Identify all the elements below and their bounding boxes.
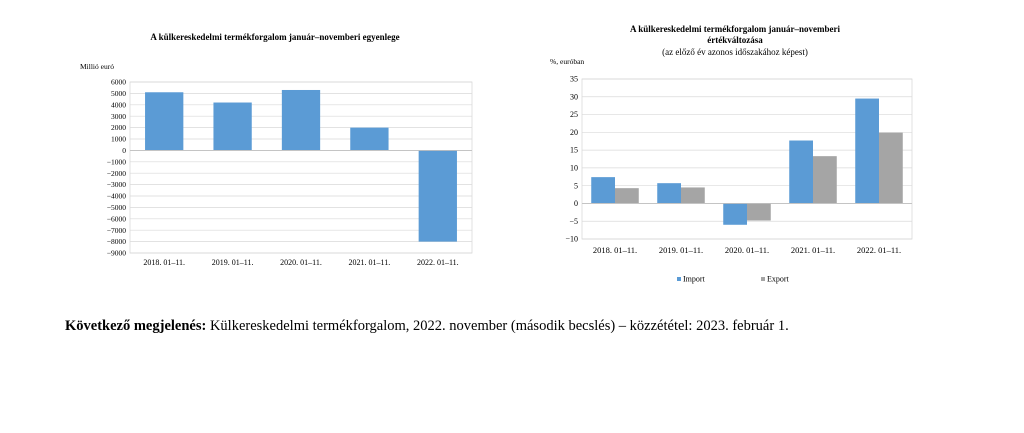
- y-axis-unit: %, euróban: [550, 57, 585, 66]
- bar-value: [282, 90, 320, 150]
- bar-export: [681, 187, 705, 203]
- legend-label-export: Export: [767, 274, 789, 284]
- x-tick-label: 2020. 01–11.: [280, 258, 322, 267]
- balance-chart-plot: [70, 24, 480, 274]
- x-tick-label: 2018. 01–11.: [143, 258, 186, 267]
- y-tick-label: 4000: [111, 100, 126, 110]
- y-tick-label: 0: [574, 199, 578, 209]
- bar-value: [213, 103, 251, 151]
- y-tick-label: −5000: [106, 203, 126, 212]
- value-change-chart: [540, 20, 930, 290]
- bar-import: [657, 183, 681, 203]
- y-tick-label: −2000: [106, 168, 126, 178]
- bar-export: [747, 203, 771, 220]
- chart-title-line-1: A külkereskedelmi termékforgalom január–novemberi: [629, 24, 841, 34]
- y-tick-label: 0: [122, 146, 126, 155]
- x-tick-label: 2019. 01–11.: [658, 245, 704, 255]
- legend-swatch-import: [677, 277, 681, 281]
- bar-export: [813, 156, 837, 203]
- x-tick-label: 2020. 01–11.: [724, 245, 770, 255]
- bar-import: [723, 203, 747, 224]
- y-tick-label: 3000: [111, 111, 126, 121]
- legend-swatch-export: [761, 277, 765, 281]
- y-tick-label: −1000: [106, 157, 126, 167]
- y-tick-label: −10: [565, 234, 578, 244]
- next-release-note: [65, 318, 789, 335]
- x-tick-label: 2021. 01–11.: [790, 245, 836, 255]
- bar-import: [789, 141, 813, 204]
- bar-value: [419, 150, 457, 241]
- y-tick-label: 6000: [111, 77, 126, 87]
- y-tick-label: 25: [570, 110, 578, 120]
- x-tick-label: 2019. 01–11.: [211, 258, 254, 267]
- next-release-label: Következő megjelenés:: [65, 318, 207, 334]
- bar-value: [145, 92, 183, 150]
- y-tick-label: 10: [570, 163, 578, 173]
- bar-export: [879, 133, 903, 204]
- x-tick-label: 2022. 01–11.: [856, 245, 902, 255]
- value-change-chart-plot: [540, 20, 930, 290]
- y-tick-label: −5: [569, 216, 578, 226]
- x-tick-label: 2022. 01–11.: [416, 258, 459, 267]
- y-tick-label: −8000: [106, 237, 126, 247]
- y-tick-label: 35: [570, 74, 578, 84]
- y-tick-label: −6000: [106, 214, 126, 224]
- y-tick-label: 5: [574, 181, 578, 191]
- y-tick-label: −3000: [106, 180, 126, 190]
- bar-import: [855, 99, 879, 204]
- y-tick-label: 2000: [111, 123, 126, 133]
- y-tick-label: 20: [570, 127, 578, 137]
- legend-label-import: Import: [683, 274, 705, 284]
- y-tick-label: 5000: [111, 89, 126, 98]
- chart-title: A külkereskedelmi termékforgalom január–novemberi egyenlege: [150, 32, 400, 42]
- next-release-text: Külkereskedelmi termékforgalom, 2022. november (második becslés) – közzététel: 2023. február 1.: [206, 318, 789, 334]
- x-tick-label: 2018. 01–11.: [592, 245, 638, 255]
- y-tick-label: 30: [570, 92, 578, 102]
- chart-subtitle: (az előző év azonos időszakához képest): [662, 47, 808, 57]
- y-tick-label: 15: [570, 145, 578, 155]
- x-tick-label: 2021. 01–11.: [348, 258, 391, 267]
- y-tick-label: −9000: [106, 248, 126, 258]
- bar-export: [615, 188, 639, 203]
- y-tick-label: 1000: [111, 134, 126, 144]
- balance-chart: [70, 24, 480, 274]
- bar-value: [350, 128, 388, 151]
- y-tick-label: −4000: [106, 191, 126, 201]
- y-axis-unit: Millió euró: [80, 62, 114, 71]
- chart-title-line-2: értékváltozása: [707, 35, 763, 45]
- bar-import: [591, 177, 615, 203]
- y-tick-label: −7000: [106, 225, 126, 235]
